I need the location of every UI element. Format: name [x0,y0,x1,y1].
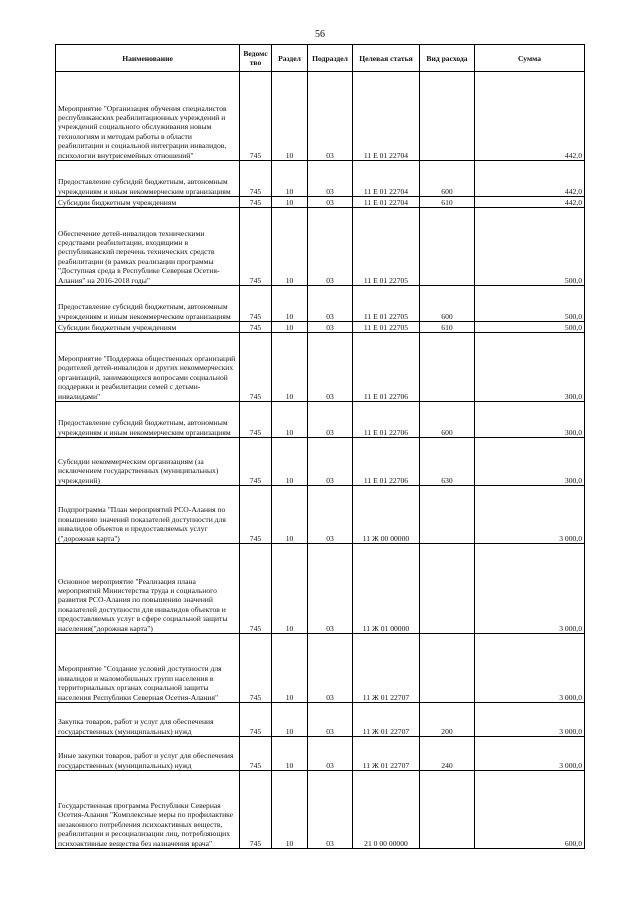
row-podrazdel: 03 [308,703,353,737]
row-vid [420,544,475,634]
row-celevaya: 11 Е 01 22705 [353,322,420,333]
row-summa: 3 000,0 [475,486,585,544]
row-podrazdel: 03 [308,208,353,286]
row-name: Мероприятие "Создание условий доступности для инвалидов и маломобильных групп населения в территориальных органах социальной защиты населения Республики Северная Осетия-Алания" [56,634,240,703]
row-razdel: 10 [272,208,308,286]
row-name: Предоставление субсидий бюджетным, автономным учреждениям и иным некоммерческим организациям [56,402,240,438]
row-celevaya: 11 Е 01 22706 [353,333,420,402]
row-razdel: 10 [272,703,308,737]
table-row [56,286,585,322]
row-celevaya: 11 Е 01 22705 [353,286,420,322]
table-header [56,45,585,72]
row-celevaya: 11 Ж 01 22707 [353,703,420,737]
row-vid [420,771,475,849]
row-name: Субсидии бюджетным учреждениям [56,197,240,208]
header-summa: Сумма [475,45,585,72]
table-row [56,208,585,286]
header-vid: Вид расхода [420,45,475,72]
row-vid: 610 [420,322,475,333]
row-summa: 500,0 [475,286,585,322]
row-podrazdel: 03 [308,438,353,486]
row-podrazdel: 03 [308,333,353,402]
row-vid [420,486,475,544]
row-celevaya: 21 0 00 00000 [353,771,420,849]
row-ved: 745 [240,771,272,849]
row-razdel: 10 [272,438,308,486]
row-summa: 3 000,0 [475,544,585,634]
header-name: Наименование [56,45,240,72]
row-summa: 442,0 [475,72,585,161]
row-razdel: 10 [272,737,308,771]
row-razdel: 10 [272,286,308,322]
row-ved: 745 [240,737,272,771]
row-ved: 745 [240,402,272,438]
row-vid: 610 [420,197,475,208]
header-vedomstvo: Ведомс тво [240,45,272,72]
row-ved: 745 [240,333,272,402]
row-name: Иные закупки товаров, работ и услуг для обеспечения государственных (муниципальных) нужд [56,737,240,771]
table-row [56,737,585,771]
row-celevaya: 11 Е 01 22706 [353,402,420,438]
table-row [56,634,585,703]
row-razdel: 10 [272,634,308,703]
row-name: Субсидии некоммерческим организациям (за исключением государственных (муниципальных) учреждений) [56,438,240,486]
table-row [56,72,585,161]
row-ved: 745 [240,286,272,322]
row-ved: 745 [240,703,272,737]
row-ved: 745 [240,438,272,486]
row-razdel: 10 [272,486,308,544]
table-row [56,703,585,737]
row-vid: 600 [420,402,475,438]
row-celevaya: 11 Е 01 22705 [353,208,420,286]
row-ved: 745 [240,161,272,197]
row-ved: 745 [240,486,272,544]
row-celevaya: 11 Е 01 22706 [353,438,420,486]
row-vid: 600 [420,286,475,322]
row-name: Государственная программа Республики Северная Осетия-Алания "Комплексные меры по профилактике незаконного потребления психоактивных веществ, реабилитации и ресоциализации лиц, потребляющих психоактивные вещества без назначения врача" [56,771,240,849]
row-summa: 442,0 [475,161,585,197]
row-podrazdel: 03 [308,771,353,849]
row-name: Мероприятие "Поддержка общественных организаций родителей детей-инвалидов и других некоммерческих организаций, занимающихся вопросами социальной поддержки и реабилитации семей с детьми-инвалидами" [56,333,240,402]
header-podrazdel: Подраздел [308,45,353,72]
row-ved: 745 [240,197,272,208]
table-row [56,161,585,197]
row-summa: 300,0 [475,402,585,438]
row-razdel: 10 [272,72,308,161]
table-row [56,402,585,438]
row-podrazdel: 03 [308,322,353,333]
row-ved: 745 [240,72,272,161]
row-name: Мероприятие "Организация обучения специалистов республиканских реабилитационных учреждений и учреждений социального обслуживания новым технологиям и методам работы в области реабилитации и социальной интеграции инвалидов, психологии внутрисемейных отношений" [56,72,240,161]
row-podrazdel: 03 [308,544,353,634]
row-vid [420,333,475,402]
row-vid [420,72,475,161]
row-celevaya: 11 Ж 01 22707 [353,737,420,771]
row-ved: 745 [240,634,272,703]
row-razdel: 10 [272,161,308,197]
row-name: Предоставление субсидий бюджетным, автономным учреждениям и иным некоммерческим организациям [56,161,240,197]
row-podrazdel: 03 [308,161,353,197]
table-row [56,438,585,486]
row-name: Предоставление субсидий бюджетным, автономным учреждениям и иным некоммерческим организациям [56,286,240,322]
row-celevaya: 11 Ж 00 00000 [353,486,420,544]
row-celevaya: 11 Е 01 22704 [353,161,420,197]
page-number: 56 [315,29,325,40]
row-summa: 300,0 [475,333,585,402]
row-razdel: 10 [272,544,308,634]
table-row [56,333,585,402]
row-name: Обеспечение детей-инвалидов техническими средствами реабилитации, входящими в республиканский перечень технических средств реабилитации (в рамках реализации программы "Доступная среда в Республике Северная Осетия-Алания" на 2016-2018 годы" [56,208,240,286]
row-summa: 442,0 [475,197,585,208]
row-summa: 3 000,0 [475,634,585,703]
row-name: Основное мероприятие "Реализация плана мероприятий Министерства труда и социального развития РСО-Алания по повышению значений показателей доступности для инвалидов объектов и предоставляемых услуг в сфере социальной защиты населения("дорожная карта") [56,544,240,634]
row-summa: 500,0 [475,322,585,333]
row-name: Подпрограмма "План мероприятий РСО-Алания по повышению значений показателей доступности для инвалидов объектов и предоставляемых услуг ("дорожная карта") [56,486,240,544]
table-row [56,771,585,849]
table-body [56,72,585,849]
row-razdel: 10 [272,333,308,402]
row-summa: 3 000,0 [475,737,585,771]
row-summa: 500,0 [475,208,585,286]
row-vid: 630 [420,438,475,486]
table-row [56,197,585,208]
row-celevaya: 11 Ж 01 22707 [353,634,420,703]
header-celevaya: Целевая статья [353,45,420,72]
row-razdel: 10 [272,402,308,438]
row-celevaya: 11 Е 01 22704 [353,197,420,208]
row-name: Субсидии бюджетным учреждениям [56,322,240,333]
row-vid [420,208,475,286]
header-razdel: Раздел [272,45,308,72]
row-razdel: 10 [272,197,308,208]
row-podrazdel: 03 [308,737,353,771]
row-vid: 240 [420,737,475,771]
row-celevaya: 11 Ж 01 00000 [353,544,420,634]
row-vid: 200 [420,703,475,737]
row-razdel: 10 [272,771,308,849]
row-summa: 300,0 [475,438,585,486]
row-podrazdel: 03 [308,486,353,544]
row-ved: 745 [240,322,272,333]
row-celevaya: 11 Е 01 22704 [353,72,420,161]
row-ved: 745 [240,208,272,286]
table-row [56,322,585,333]
table-row [56,486,585,544]
row-razdel: 10 [272,322,308,333]
budget-table [55,44,585,849]
table-row [56,544,585,634]
row-podrazdel: 03 [308,72,353,161]
row-vid: 600 [420,161,475,197]
row-podrazdel: 03 [308,286,353,322]
row-podrazdel: 03 [308,634,353,703]
row-podrazdel: 03 [308,197,353,208]
row-vid [420,634,475,703]
row-name: Закупка товаров, работ и услуг для обеспечения государственных (муниципальных) нужд [56,703,240,737]
row-ved: 745 [240,544,272,634]
row-podrazdel: 03 [308,402,353,438]
row-summa: 3 000,0 [475,703,585,737]
row-summa: 600,0 [475,771,585,849]
